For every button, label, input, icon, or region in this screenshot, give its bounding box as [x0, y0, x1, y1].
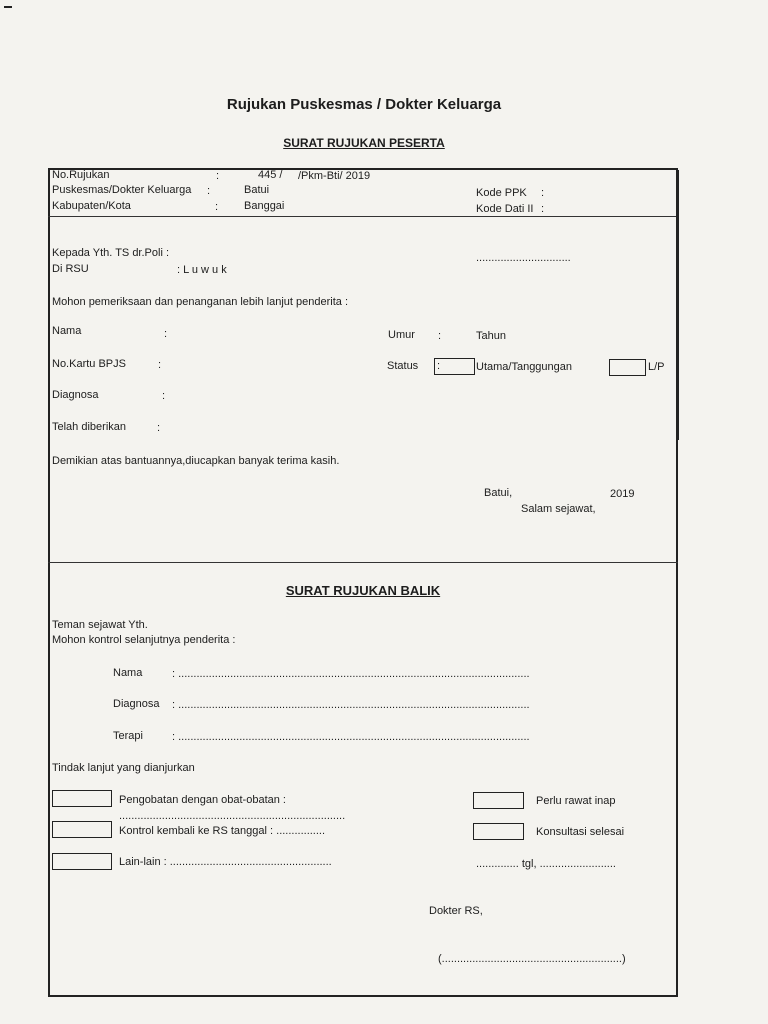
lain-lain-checkbox[interactable] — [52, 853, 112, 870]
document-title: Rujukan Puskesmas / Dokter Keluarga — [226, 96, 502, 113]
scan-mark — [676, 170, 679, 440]
kabupaten-colon: : — [215, 201, 219, 213]
nama-colon: : — [164, 328, 168, 340]
lain-lain-label: Lain-lain : ..................................................... — [119, 856, 332, 868]
kode-ppk-colon: : — [541, 187, 545, 199]
kartu-bpjs-label: No.Kartu BPJS — [52, 358, 126, 370]
balik-diagnosa-label: Diagnosa — [113, 698, 160, 710]
status-box-colon: : — [437, 360, 441, 372]
diagnosa-colon: : — [162, 390, 166, 402]
scan-mark — [4, 6, 12, 8]
pengobatan-line: .......................................................................... — [119, 810, 346, 822]
no-rujukan-label: No.Rujukan — [52, 169, 110, 181]
section-divider — [48, 562, 678, 563]
pengobatan-label: Pengobatan dengan obat-obatan : — [119, 794, 286, 806]
kode-dati-label: Kode Dati II — [476, 203, 534, 215]
umur-colon: : — [438, 330, 442, 342]
pengobatan-checkbox[interactable] — [52, 790, 112, 807]
tgl-line: .............. tgl, ......................... — [476, 858, 616, 870]
request-text: Mohon pemeriksaan dan penanganan lebih lanjut penderita : — [52, 296, 348, 308]
salam-sejawat: Salam sejawat, — [521, 503, 596, 515]
konsultasi-label: Konsultasi selesai — [536, 826, 625, 838]
gender-lp-label: L/P — [648, 361, 665, 373]
diagnosa-label: Diagnosa — [52, 389, 99, 401]
balik-nama-line: : ................................................................................................................... — [172, 668, 530, 680]
nama-label: Nama — [52, 325, 82, 337]
teman-sejawat: Teman sejawat Yth. — [52, 619, 148, 631]
puskesmas-label: Puskesmas/Dokter Keluarga — [52, 184, 192, 196]
balik-title: SURAT RUJUKAN BALIK — [285, 583, 441, 598]
status-label: Status — [387, 360, 419, 372]
umur-label: Umur — [388, 329, 415, 341]
di-rsu-value: : L u w u k — [177, 264, 227, 276]
kepada-label: Kepada Yth. TS dr.Poli : — [52, 247, 170, 259]
puskesmas-value: Batui — [244, 184, 270, 196]
gender-checkbox[interactable] — [609, 359, 646, 376]
kontrol-label: Kontrol kembali ke RS tanggal : ................ — [119, 825, 326, 837]
utama-tanggungan-label: Utama/Tanggungan — [476, 361, 573, 373]
dokter-rs-label: Dokter RS, — [429, 905, 483, 917]
kepada-dots: ............................... — [476, 252, 571, 264]
di-rsu-label: Di RSU — [52, 263, 89, 275]
konsultasi-checkbox[interactable] — [473, 823, 524, 840]
rawat-inap-checkbox[interactable] — [473, 792, 524, 809]
telah-diberikan-label: Telah diberikan — [52, 421, 126, 433]
no-rujukan-colon: : — [216, 170, 220, 182]
mohon-kontrol: Mohon kontrol selanjutnya penderita : — [52, 634, 236, 646]
balik-diagnosa-line: : ................................................................................................................... — [172, 699, 530, 711]
status-checkbox[interactable] — [434, 358, 475, 375]
no-rujukan-value-b: /Pkm-Bti/ 2019 — [298, 170, 371, 182]
no-rujukan-value-a: 445 / — [258, 169, 283, 181]
balik-terapi-label: Terapi — [113, 730, 143, 742]
kartu-bpjs-colon: : — [158, 359, 162, 371]
signature-line: (...........................................................) — [438, 953, 626, 965]
puskesmas-colon: : — [207, 185, 211, 197]
kabupaten-value: Banggai — [244, 200, 285, 212]
year-label: 2019 — [610, 488, 635, 500]
kode-ppk-label: Kode PPK — [476, 187, 527, 199]
kode-dati-colon: : — [541, 203, 545, 215]
tindak-lanjut-label: Tindak lanjut yang dianjurkan — [52, 762, 195, 774]
tahun-label: Tahun — [476, 330, 506, 342]
balik-nama-label: Nama — [113, 667, 143, 679]
document-subtitle: SURAT RUJUKAN PESERTA — [283, 136, 445, 150]
rawat-inap-label: Perlu rawat inap — [536, 795, 616, 807]
header-divider — [48, 216, 678, 217]
kontrol-checkbox[interactable] — [52, 821, 112, 838]
closing-text: Demikian atas bantuannya,diucapkan banyak terima kasih. — [52, 455, 340, 467]
kabupaten-label: Kabupaten/Kota — [52, 200, 131, 212]
place-label: Batui, — [484, 487, 513, 499]
telah-diberikan-colon: : — [157, 422, 161, 434]
balik-terapi-line: : ................................................................................................................... — [172, 731, 530, 743]
